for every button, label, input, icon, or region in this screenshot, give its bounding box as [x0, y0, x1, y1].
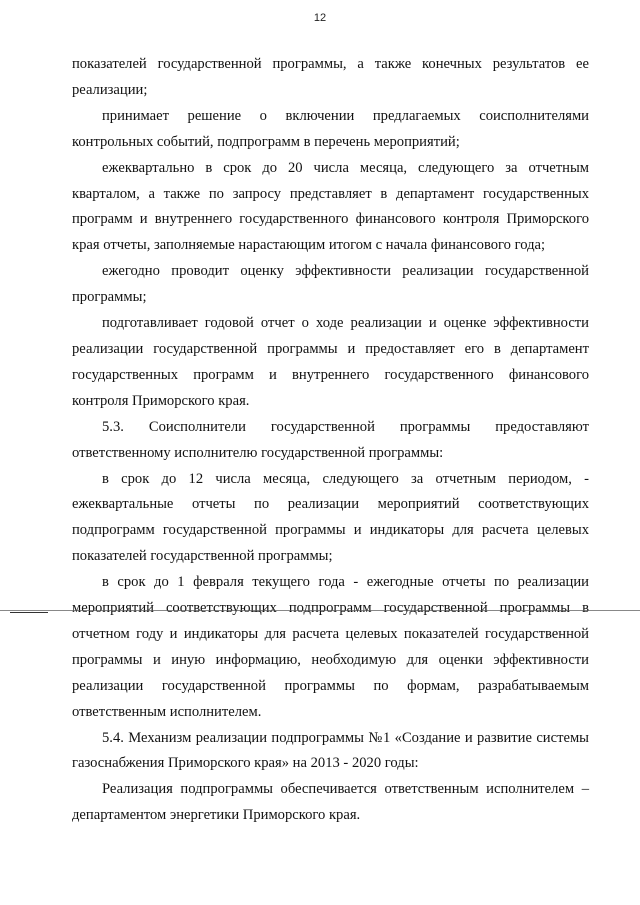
paragraph: Реализация подпрограммы обеспечивается ответственным исполнителем – департаментом энергетики Приморского края. [72, 781, 589, 824]
paragraph: подготавливает годовой отчет о ходе реализации и оценке эффективности реализации государственной программы и предоставляет его в департамент государственных программ и внутреннего государственного финансового контроля Приморского края. [72, 315, 589, 409]
document-body [72, 52, 589, 829]
scan-artifact-line [0, 610, 640, 611]
paragraph: ежеквартально в срок до 20 числа месяца, следующего за отчетным кварталом, а также по запросу представляет в департамент государственных программ и внутреннего государственного финансового контроля Приморского края отчеты, заполняемые нарастающим итогом с начала финансового года; [72, 159, 589, 254]
section-5-3-paragraph: 5.3. Соисполнители государственной программы предоставляют ответственному исполнителю государственной программы: [72, 418, 589, 461]
section-5-4-paragraph: 5.4. Механизм реализации подпрограммы №1 «Создание и развитие системы газоснабжения Приморского края» на 2013 - 2020 годы: [72, 729, 589, 772]
paragraph: принимает решение о включении предлагаемых соисполнителями контрольных событий, подпрограмм в перечень мероприятий; [72, 107, 589, 150]
paragraph: ежегодно проводит оценку эффективности реализации государственной программы; [72, 263, 589, 306]
paragraph: в срок до 1 февраля текущего года - ежегодные отчеты по реализации мероприятий соответствующих подпрограмм государственной программы в отчетном году и индикаторы для расчета целевых показателей государственной программы и иную информацию, необходимую для оценки эффективности реализации государственной программы по формам, разрабатываемым ответственным исполнителем. [72, 574, 589, 720]
paragraph: показателей государственной программы, а также конечных результатов ее реализации; [72, 56, 589, 98]
scan-artifact-mark [10, 612, 48, 613]
paragraph: в срок до 12 числа месяца, следующего за отчетным периодом, - ежеквартальные отчеты по реализации мероприятий соответствующих подпрограмм государственной программы и индикаторы для расчета целевых показателей государственной программы; [72, 470, 589, 565]
page-number: 12 [313, 12, 327, 24]
